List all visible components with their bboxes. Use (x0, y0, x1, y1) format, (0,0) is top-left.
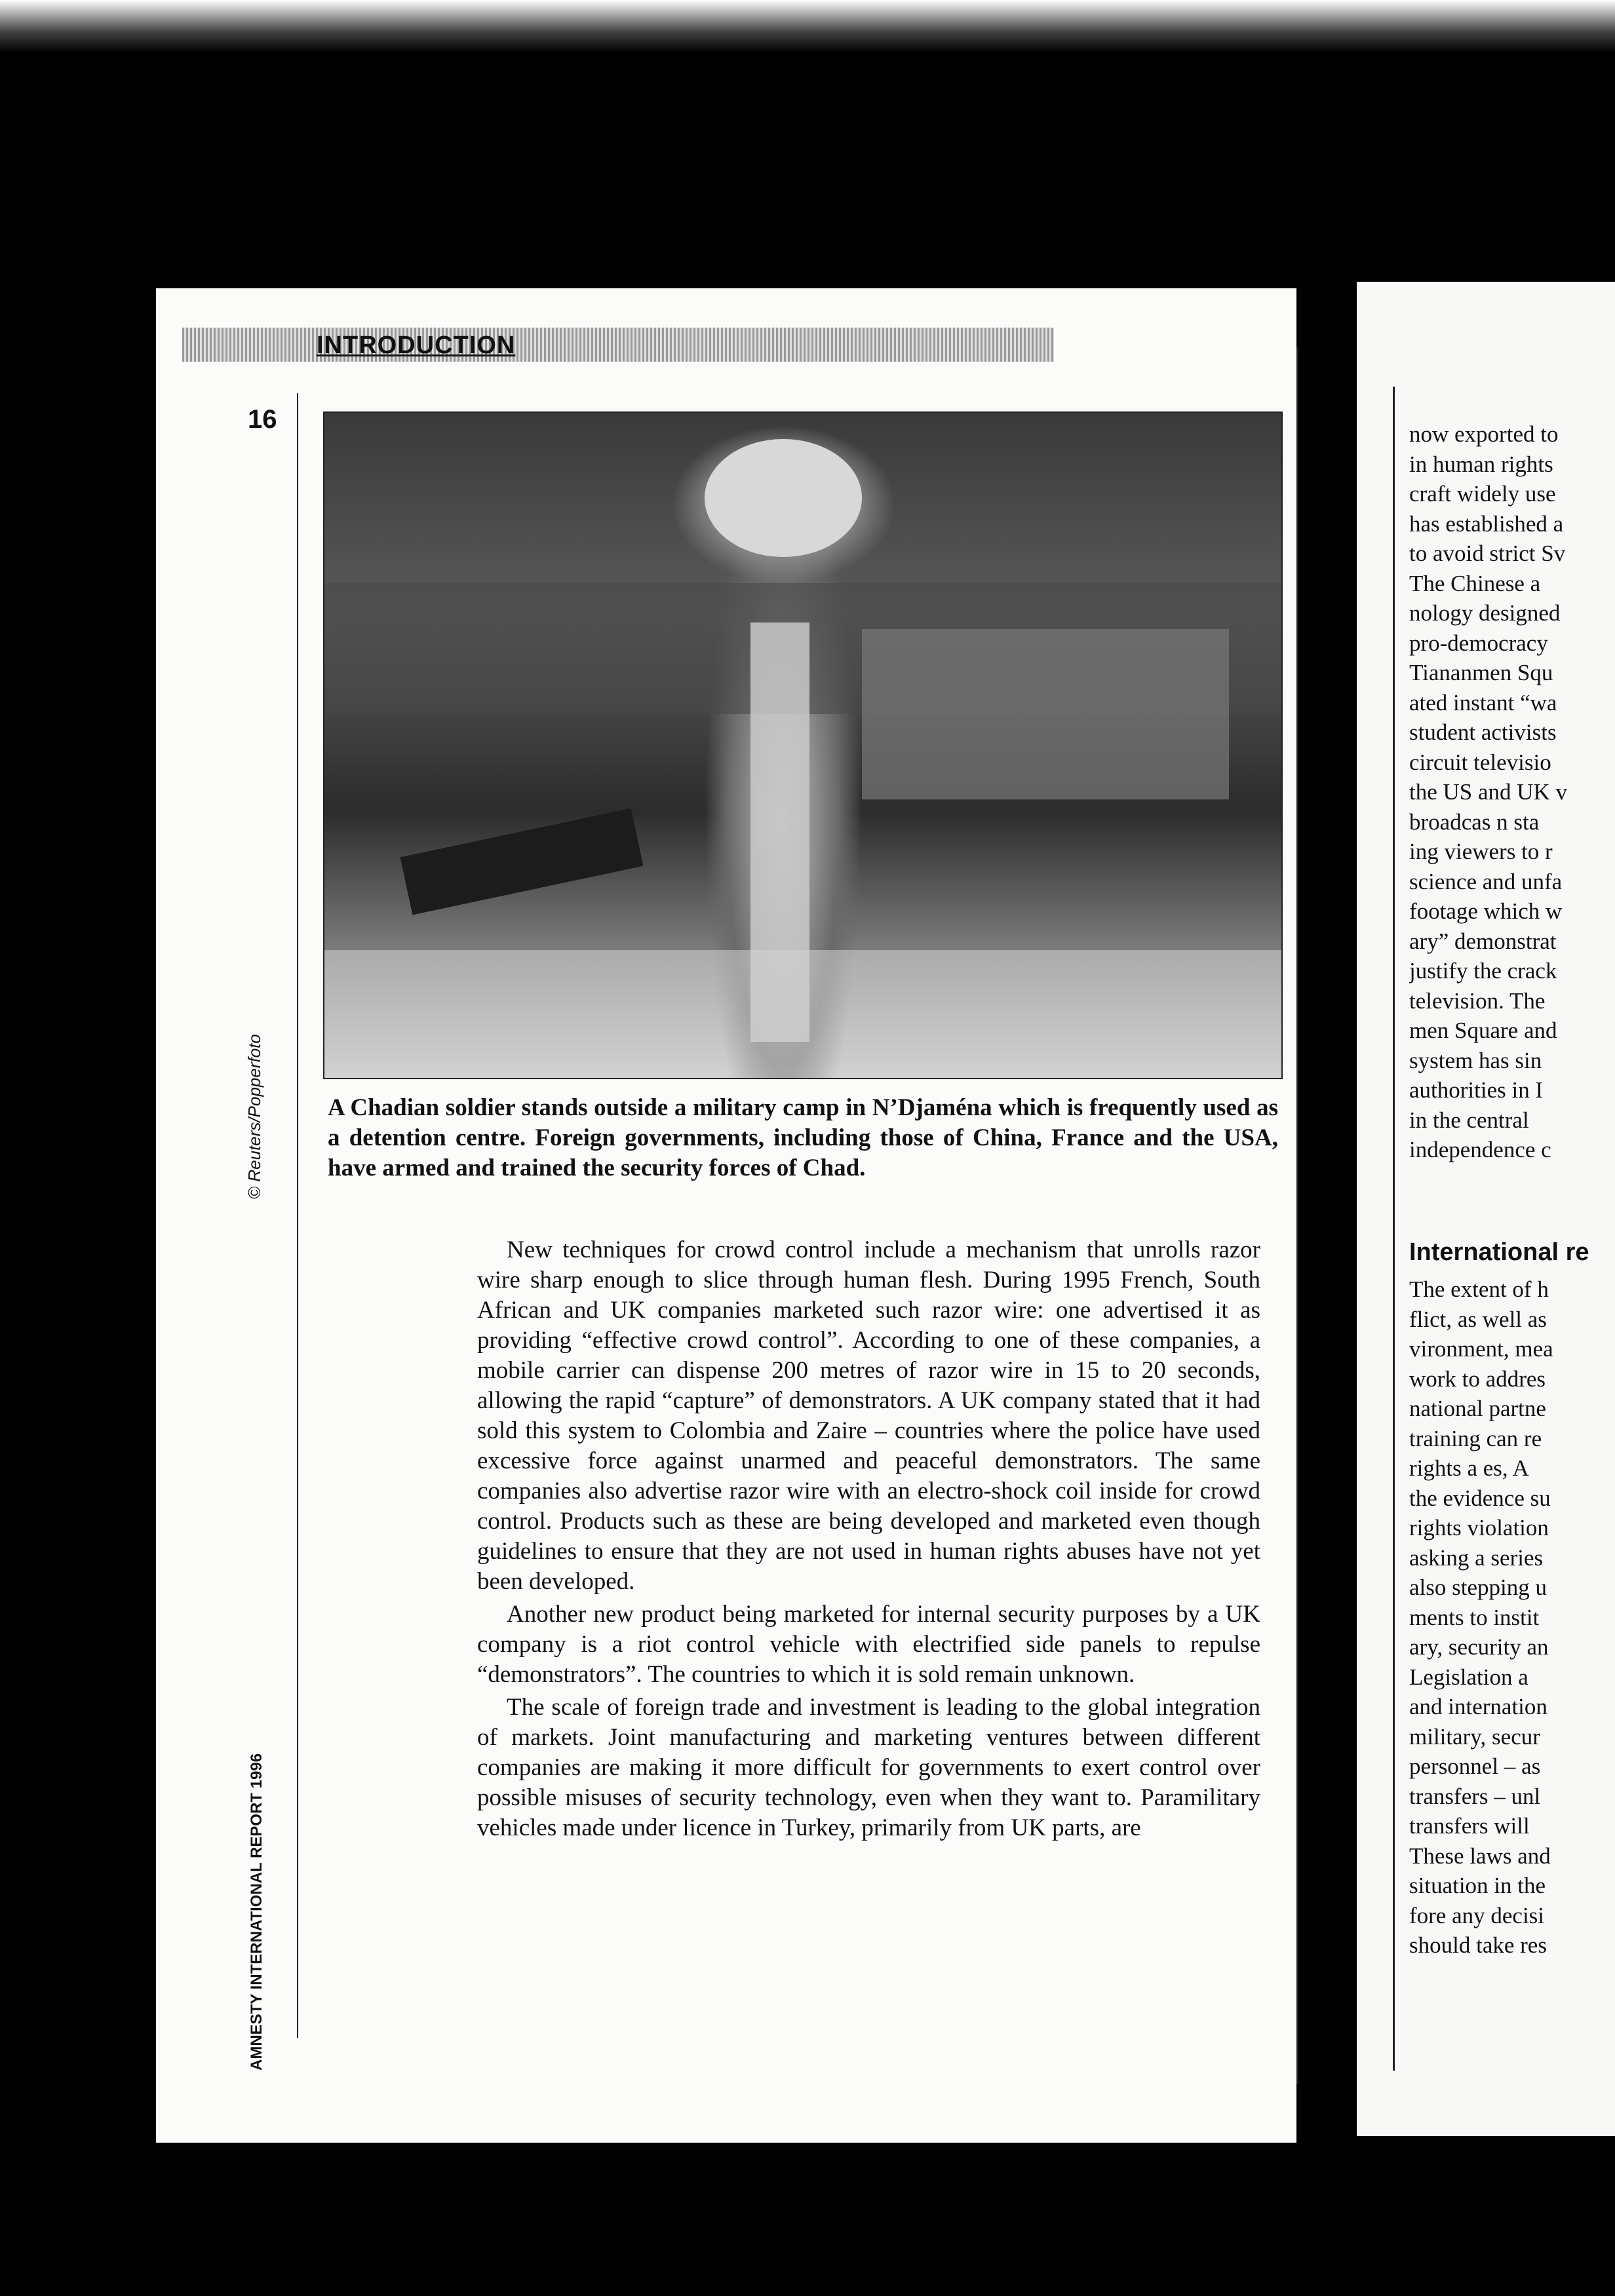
text-line: should take res (1409, 1932, 1547, 1958)
gutter-rule (1296, 347, 1298, 2084)
text-line: circuit televisio (1409, 749, 1551, 775)
text-line: personnel – as (1409, 1753, 1541, 1779)
text-line: also stepping u (1409, 1575, 1547, 1600)
text-line: ing viewers to r (1409, 839, 1553, 864)
text-line: broadcas n sta (1409, 809, 1540, 835)
text-line: ary, security an (1409, 1634, 1549, 1660)
running-head: AMNESTY INTERNATIONAL REPORT 1996 (248, 1753, 265, 2071)
margin-rule (297, 393, 298, 2038)
text-line: has established a (1409, 510, 1564, 537)
text-line: system has sin (1409, 1047, 1542, 1073)
text-line: science and unfa (1409, 868, 1563, 894)
section-label: INTRODUCTION (317, 332, 516, 359)
soldier-photo (323, 411, 1283, 1079)
paragraph: Another new product being marketed for internal security purposes by a UK company is a riot control vehicle with electrified side panels to repulse “demonstrators”. The countries to which it is sold remain unknown. (477, 1601, 1260, 1688)
text-line: Legislation a (1409, 1664, 1528, 1690)
page-number: 16 (248, 405, 277, 434)
text-line: transfers – unl (1409, 1783, 1541, 1809)
article-body (477, 1235, 1260, 1846)
text-line: vironment, mea (1409, 1336, 1553, 1362)
text-line: Tiananmen Squ (1409, 660, 1553, 685)
left-page (156, 288, 1296, 2143)
text-line: television. The (1409, 987, 1546, 1014)
text-line: training can re (1409, 1425, 1542, 1451)
photo-caption: A Chadian soldier stands outside a military camp in N’Djaména which is frequently used as a detention centre. Foreign governments, including those of China, France and the USA, have armed and trained the security forces of Chad. (328, 1094, 1278, 1181)
text-line: work to addres (1409, 1366, 1546, 1392)
text-line: in human rights (1409, 451, 1553, 477)
right-margin-rule (1393, 387, 1395, 2071)
text-line: the evidence su (1409, 1485, 1551, 1511)
text-line: ary” demonstrat (1409, 928, 1557, 954)
text-line: footage which w (1409, 898, 1563, 924)
text-line: pro-democracy (1409, 630, 1548, 656)
text-line: student activists (1409, 719, 1557, 745)
text-line: to avoid strict Sv (1409, 541, 1566, 566)
paragraph: New techniques for crowd control include a mechanism that unrolls razor wire sharp enough to slice through human flesh. During 1995 French, South African and UK companies marketed such razor wire: one advertised it as providing “effective crowd control”. According to one of these companies, a mobile carrier can dispense 200 metres of razor wire in 15 to 20 seconds, allowing the rapid “capture” of demonstrators. A UK company stated that it had sold this system to Colombia and Zaire – countries where the police have used excessive force against unarmed and peaceful demonstrators. The same companies also advertise razor wire with an electro-shock coil inside for crowd control. Products such as these are being developed and marketed even though guidelines to ensure that they are not used in human rights abuses have not yet been developed. (477, 1236, 1260, 1595)
text-line: The extent of h (1409, 1276, 1549, 1302)
text-line: flict, as well as (1409, 1306, 1547, 1332)
photo-credit: © Reuters/Popperfoto (244, 1034, 264, 1199)
text-line: rights violation (1409, 1515, 1549, 1540)
soldier-photo-icon (324, 413, 1281, 1078)
right-page (1357, 282, 1615, 2136)
text-line: asking a series (1409, 1544, 1544, 1571)
header-strip (182, 328, 1054, 362)
text-line: military, secur (1409, 1723, 1540, 1750)
text-line: men Square and (1409, 1018, 1557, 1043)
text-line: The Chinese a (1409, 570, 1541, 596)
text-line: These laws and (1409, 1843, 1551, 1869)
text-line: and internation (1409, 1694, 1547, 1719)
text-line: authorities in I (1409, 1077, 1544, 1103)
text-line: rights a es, A (1409, 1455, 1529, 1481)
text-line: ated instant “wa (1409, 689, 1557, 716)
text-line: independence c (1409, 1137, 1551, 1162)
scan-shadow (0, 0, 1615, 52)
right-column-bottom (1409, 1274, 1612, 1961)
paragraph: The scale of foreign trade and investment is leading to the global integration of markets. Joint manufacturing and marketing ventures between different companies are making it more difficult for governments to exert control over possible misuses of security technology, even when they want to. Paramilitary vehicles made under licence in Turkey, primarily from UK parts, are (477, 1694, 1260, 1841)
text-line: fore any decisi (1409, 1902, 1545, 1928)
text-line: situation in the (1409, 1873, 1546, 1898)
text-line: craft widely use (1409, 481, 1556, 507)
text-line: in the central (1409, 1107, 1529, 1133)
text-line: now exported to (1409, 421, 1559, 447)
text-line: national partne (1409, 1396, 1546, 1421)
text-line: nology designed (1409, 600, 1561, 626)
right-column-top (1409, 419, 1612, 1165)
text-line: ments to instit (1409, 1604, 1540, 1630)
text-line: the US and UK v (1409, 779, 1568, 805)
text-line: justify the crack (1409, 958, 1557, 984)
section-heading: International re (1409, 1238, 1589, 1266)
text-line: transfers will (1409, 1813, 1530, 1839)
